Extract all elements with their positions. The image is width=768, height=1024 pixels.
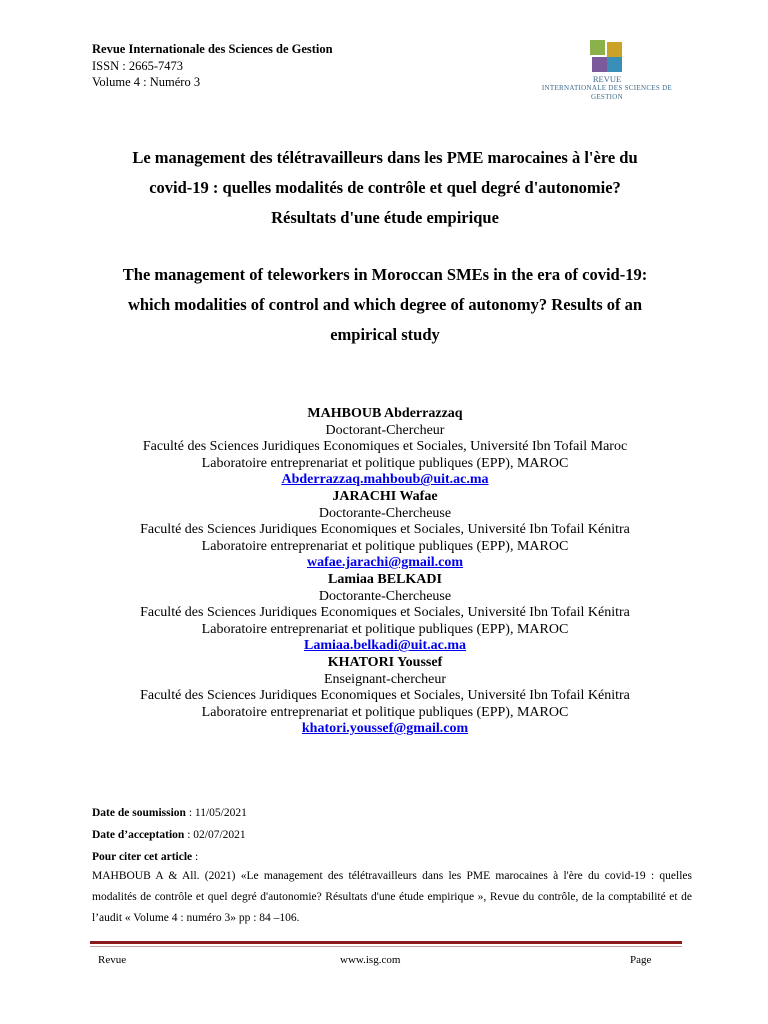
author-role: Enseignant-chercheur <box>323 671 447 687</box>
issn: ISSN : 2665-7473 <box>92 58 183 73</box>
author-block <box>60 572 710 655</box>
title-fr-line: Le management des télétravailleurs dans les PME marocaines à l'ère du <box>132 148 638 167</box>
title-fr-line: Résultats d'une étude empirique <box>271 208 499 227</box>
footer-divider-thin <box>90 946 682 947</box>
volume-number: Volume 4 : Numéro 3 <box>92 75 201 89</box>
author-email-link[interactable]: Abderrazzaq.mahboub@uit.ac.ma <box>281 472 489 488</box>
author-list <box>60 406 710 738</box>
author-role: Doctorante-Chercheuse <box>318 505 452 521</box>
author-lab: Laboratoire entreprenariat et politique publiques (EPP), MAROC <box>201 621 569 637</box>
footer-center: www.isg.com <box>340 954 401 966</box>
logo-sublabel: INTERNATIONALE DES SCIENCES DE GESTION <box>541 84 673 101</box>
author-block <box>60 489 710 572</box>
cite-label: Pour citer cet article <box>92 851 193 863</box>
author-faculty: Faculté des Sciences Juridiques Economiques et Sociales, Université Ibn Tofail Kénitra <box>140 522 630 538</box>
footer-right: Page <box>630 954 652 966</box>
author-block <box>60 406 710 489</box>
author-name: MAHBOUB Abderrazzaq <box>307 406 463 421</box>
author-role: Doctorant-Chercheur <box>325 422 445 438</box>
author-lab: Laboratoire entreprenariat et politique publiques (EPP), MAROC <box>201 538 569 554</box>
submission-value: : 11/05/2021 <box>185 807 247 819</box>
journal-header <box>92 41 333 91</box>
acceptance-label: Date d’acceptation <box>92 829 185 841</box>
author-name: KHATORI Youssef <box>327 654 443 670</box>
author-name: JARACHI Wafae <box>332 488 438 504</box>
title-en-line: which modalities of control and which degree of autonomy? Results of an <box>127 295 643 314</box>
journal-name: Revue Internationale des Sciences de Gestion <box>92 42 333 56</box>
author-faculty: Faculté des Sciences Juridiques Economiques et Sociales, Université Ibn Tofail Maroc <box>142 439 628 455</box>
article-dates <box>92 802 692 868</box>
title-french <box>90 143 680 233</box>
title-en-line: The management of teleworkers in Moroccan SMEs in the era of covid-19: <box>122 265 648 284</box>
title-en-line: empirical study <box>330 325 440 344</box>
author-lab: Laboratoire entreprenariat et politique publiques (EPP), MAROC <box>201 704 569 720</box>
acceptance-date <box>92 824 692 846</box>
logo-label: REVUE <box>592 74 622 84</box>
logo-mark-icon <box>590 40 624 74</box>
author-email-link[interactable]: Lamiaa.belkadi@uit.ac.ma <box>304 638 466 654</box>
submission-label: Date de soumission <box>92 807 186 819</box>
author-email-link[interactable]: khatori.youssef@gmail.com <box>301 721 469 737</box>
author-faculty: Faculté des Sciences Juridiques Economiques et Sociales, Université Ibn Tofail Kénitra <box>140 688 630 704</box>
author-lab: Laboratoire entreprenariat et politique publiques (EPP), MAROC <box>201 455 569 471</box>
page-footer <box>90 954 682 968</box>
cite-colon: : <box>192 851 199 863</box>
footer-left: Revue <box>98 954 127 966</box>
footer-divider <box>90 941 682 944</box>
title-fr-line: covid-19 : quelles modalités de contrôle et quel degré d'autonomie? <box>149 178 621 197</box>
journal-logo <box>528 40 686 101</box>
author-faculty: Faculté des Sciences Juridiques Economiques et Sociales, Université Ibn Tofail Kénitra <box>140 605 630 621</box>
author-email-link[interactable]: wafae.jarachi@gmail.com <box>306 555 464 571</box>
cite-heading <box>92 846 692 868</box>
author-name: Lamiaa BELKADI <box>328 571 442 587</box>
author-block <box>60 655 710 738</box>
title-english <box>90 260 680 350</box>
submission-date <box>92 802 692 824</box>
author-role: Doctorante-Chercheuse <box>318 588 452 604</box>
acceptance-value: : 02/07/2021 <box>184 829 246 841</box>
citation-text: MAHBOUB A & All. (2021) «Le management des télétravailleurs dans les PME marocaines à l'ère du covid-19 : quelles modalités de contrôle et quel degré d'autonomie? Résultats d'une étude empirique », Revue du contrôle, de la comptabilité et de l’audit « Volume 4 : numéro 3» pp : 84 –106. <box>92 870 692 924</box>
